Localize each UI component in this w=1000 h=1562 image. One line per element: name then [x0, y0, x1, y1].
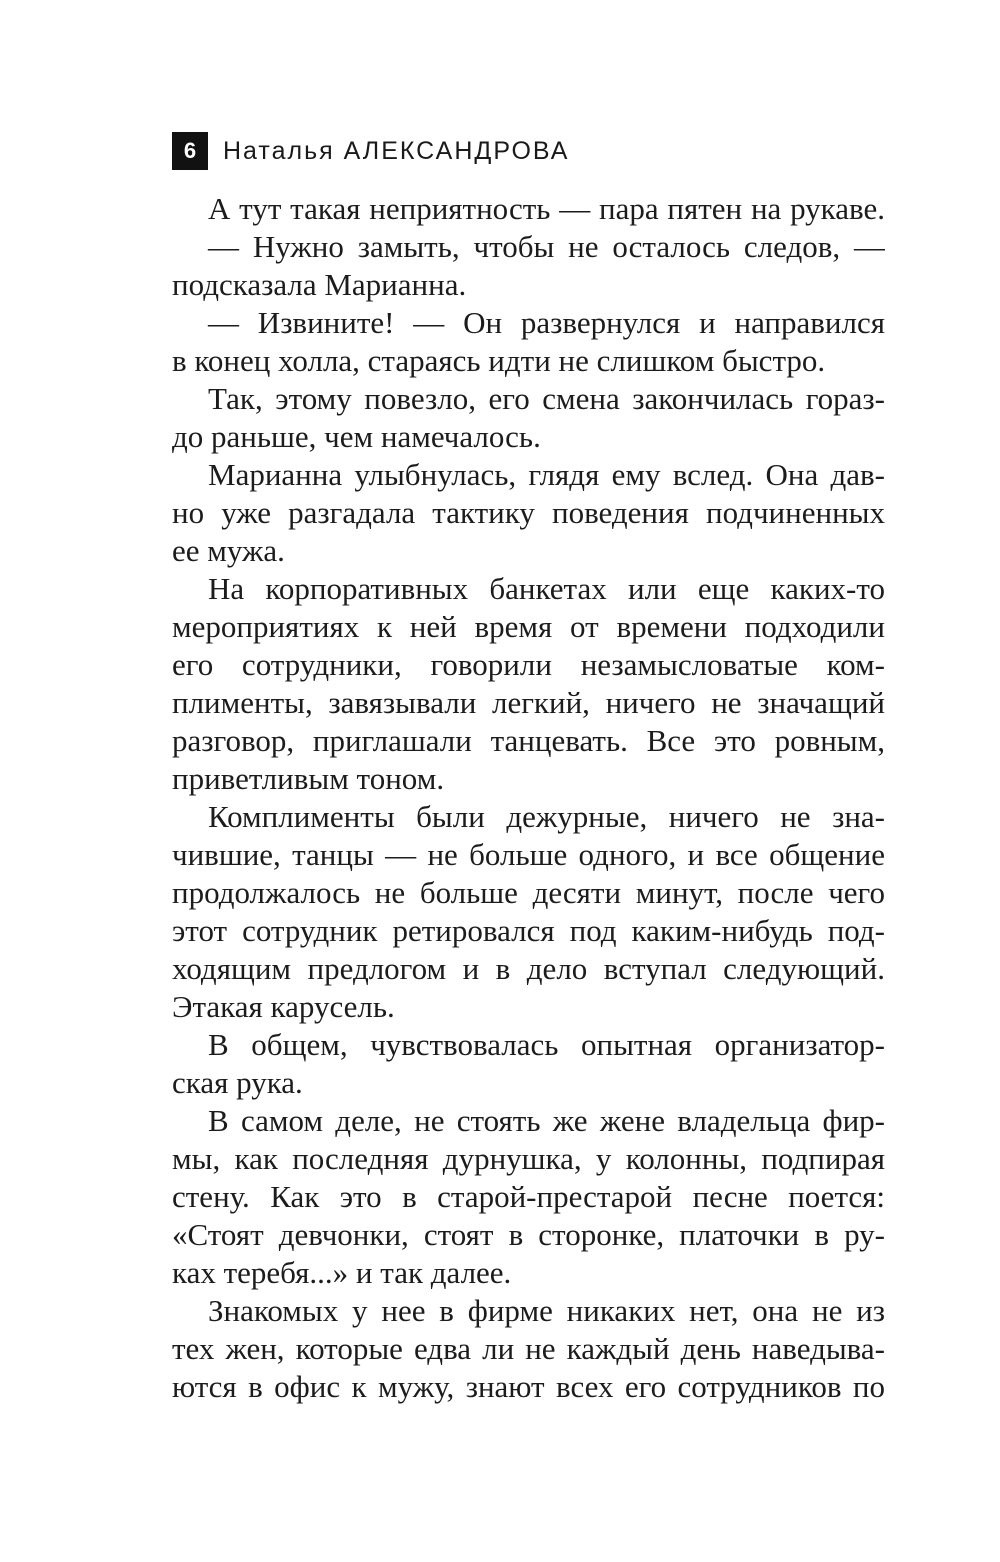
text-line: Комплименты были дежурные, ничего не зна-	[208, 799, 885, 834]
text-line: плименты, завязывали легкий, ничего не значащий	[172, 685, 885, 720]
text-line: этот сотрудник ретировался под каким-нибудь под-	[172, 913, 885, 948]
text-line: Знакомых у нее в фирме никаких нет, она не из	[208, 1293, 885, 1328]
text-line: — Нужно замыть, чтобы не осталось следов, —	[208, 229, 885, 264]
page-number: 6	[172, 132, 208, 170]
text-line: Марианна улыбнулась, глядя ему вслед. Она дав-	[208, 457, 885, 492]
text-line: На корпоративных банкетах или еще каких-то	[208, 571, 885, 606]
text-line: мы, как последняя дурнушка, у колонны, подпирая	[172, 1141, 885, 1176]
text-line: В общем, чувствовалась опытная организатор-	[208, 1027, 885, 1062]
text-line: «Стоят девчонки, стоят в сторонке, платочки в ру-	[172, 1217, 885, 1252]
body-text	[172, 190, 885, 1406]
text-line: ее мужа.	[172, 533, 285, 568]
text-line: А тут такая неприятность — пара пятен на рукаве.	[208, 191, 885, 226]
text-line: ках теребя...» и так далее.	[172, 1255, 512, 1290]
text-line: ходящим предлогом и в дело вступал следующий.	[172, 951, 885, 986]
text-line: в конец холла, стараясь идти не слишком быстро.	[172, 343, 826, 378]
text-line: мероприятиях к ней время от времени подходили	[172, 609, 885, 644]
text-line: продолжалось не больше десяти минут, после чего	[172, 875, 885, 910]
text-line: но уже разгадала тактику поведения подчиненных	[172, 495, 885, 530]
text-line: разговор, приглашали танцевать. Все это ровным,	[172, 723, 885, 758]
text-line: Этакая карусель.	[172, 989, 395, 1024]
running-head	[172, 132, 569, 170]
running-head-author: Наталья АЛЕКСАНДРОВА	[223, 136, 570, 165]
text-line: ются в офис к мужу, знают всех его сотрудников по	[172, 1369, 885, 1404]
text-line: приветливым тоном.	[172, 761, 445, 796]
text-line: подсказала Марианна.	[172, 267, 467, 302]
text-line: Так, этому повезло, его смена закончилась гораз-	[208, 381, 885, 416]
text-line: до раньше, чем намечалось.	[172, 419, 541, 454]
text-line: его сотрудники, говорили незамысловатые ком-	[172, 647, 885, 682]
text-line: В самом деле, не стоять же жене владельца фир-	[208, 1103, 885, 1138]
text-line: тех жен, которые едва ли не каждый день наведыва-	[172, 1331, 885, 1366]
text-line: стену. Как это в старой-престарой песне поется:	[172, 1179, 885, 1214]
text-line: чившие, танцы — не больше одного, и все общение	[172, 837, 885, 872]
text-line: ская рука.	[172, 1065, 303, 1100]
text-line: — Извините! — Он развернулся и направился	[208, 305, 885, 340]
